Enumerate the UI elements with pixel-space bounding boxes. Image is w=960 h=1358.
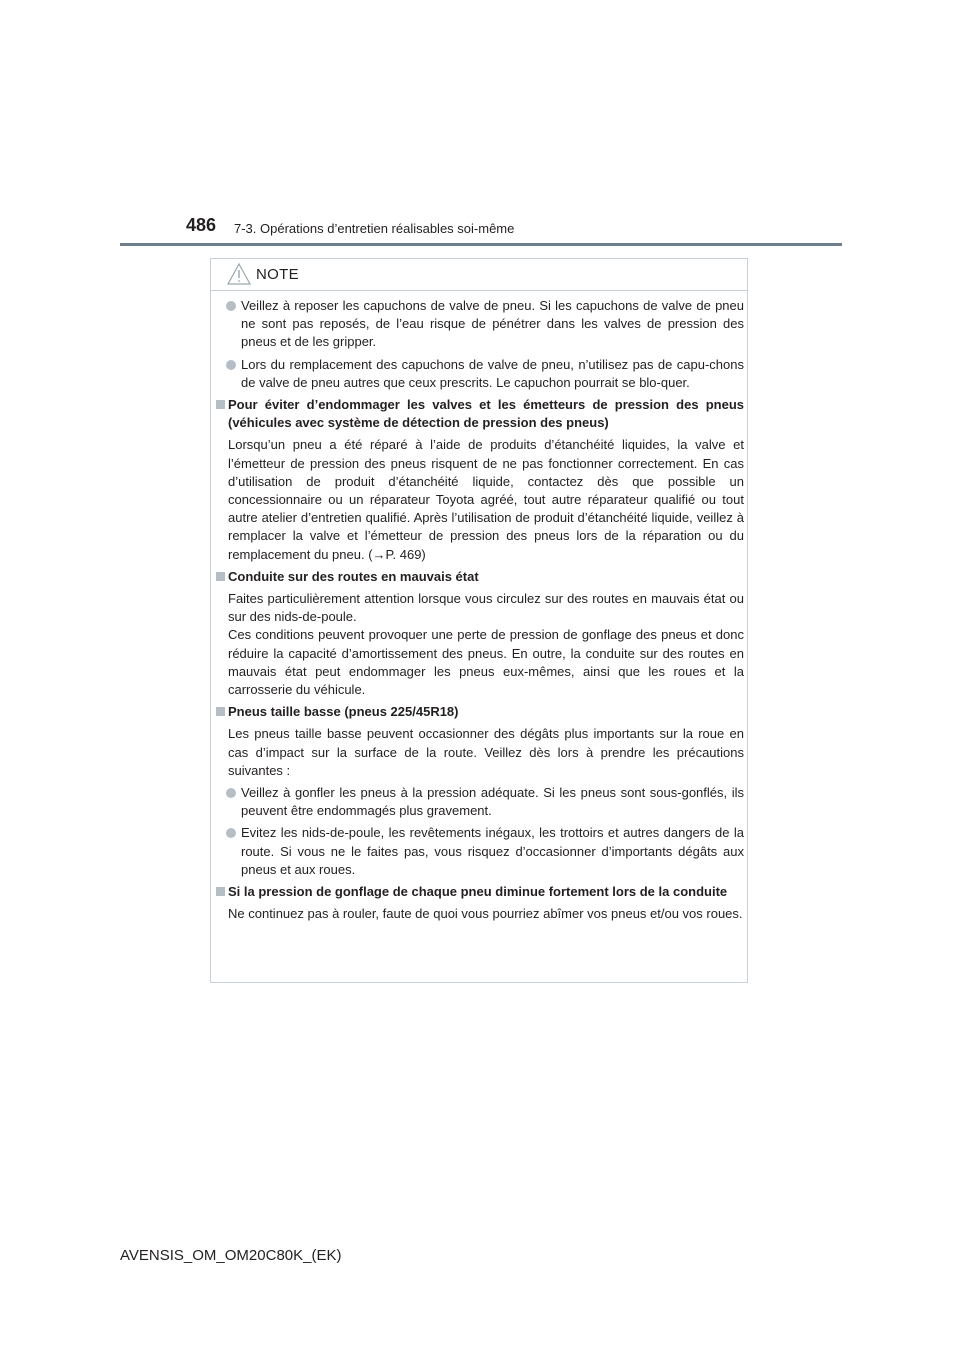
list-item: Lors du remplacement des capuchons de valve de pneu, n’utilisez pas de capu-chons de valve de pneu autres que ceux prescrits. Le capuchon pourrait se blo-quer.	[214, 356, 744, 392]
page-number: 486	[186, 215, 217, 235]
section-heading: Conduite sur des routes en mauvais état	[214, 568, 744, 586]
section-title: 7-3. Opérations d’entretien réalisables soi-même	[234, 221, 515, 236]
bullet-dot-icon	[226, 828, 236, 838]
note-divider	[211, 290, 747, 291]
bullet-dot-icon	[226, 301, 236, 311]
section-text: Lorsqu’un pneu a été réparé à l’aide de produits d’étanchéité liquides, la valve et l’émetteur de pression des pneus risquent de ne pas fonctionner correctement. En cas d’utilisation de produit d’étanchéité liquide, contactez dès que possible un concessionnaire ou un réparateur Toyota agréé, tout autre réparateur qualifié ou tout autre atelier d’entretien qualifié. Après l’utilisation de produit d’étanchéité liquide, veillez à remplacer la valve et l’émetteur de pression des pneus lors de la réparation ou du remplacement du pneu. (→P. 469)	[228, 437, 744, 562]
list-item: Evitez les nids-de-poule, les revêtements inégaux, les trottoirs et autres dangers de la route. Si vous ne le faites pas, vous risquez d’occasionner d’importants dégâts aux pneus et aux roues.	[214, 824, 744, 879]
list-item: Veillez à gonfler les pneus à la pression adéquate. Si les pneus sont sous-gonflés, ils peuvent être endommagés plus gravement.	[214, 784, 744, 820]
bullet-dot-icon	[226, 360, 236, 370]
section-heading: Pour éviter d’endommager les valves et les émetteurs de pression des pneus (véhicules avec système de détection de pression des pneus)	[214, 396, 744, 432]
square-bullet-icon	[216, 400, 225, 409]
document-code: AVENSIS_OM_OM20C80K_(EK)	[120, 1247, 342, 1264]
section-text: Les pneus taille basse peuvent occasionner des dégâts plus importants sur la roue en cas d’impact sur la surface de la route. Veillez dès lors à prendre les précautions suivantes :	[228, 726, 744, 778]
note-content	[214, 297, 744, 928]
header-rule	[120, 243, 842, 246]
note-label: NOTE	[256, 265, 299, 283]
section-text: Ne continuez pas à rouler, faute de quoi vous pourriez abîmer vos pneus et/ou vos roues.	[228, 906, 743, 922]
square-bullet-icon	[216, 707, 225, 716]
square-bullet-icon	[216, 572, 225, 581]
list-item: Veillez à reposer les capuchons de valve de pneu. Si les capuchons de valve de pneu ne sont pas reposés, de l’eau risque de pénétrer dans les valves de pression des pneus et de les gripper.	[214, 297, 744, 352]
bullet-dot-icon	[226, 788, 236, 798]
section-text: Faites particulièrement attention lorsque vous circulez sur des routes en mauvais état ou sur des nids-de-poule. Ces conditions peuvent provoquer une perte de pression de gonflage des pneus et donc réduire la capacité d’amortissement des pneus. En outre, la conduite sur des routes en mauvais état peut endommager les pneus eux-mêmes, ainsi que les roues et la carrosserie du véhicule.	[228, 591, 744, 698]
section-heading: Pneus taille basse (pneus 225/45R18)	[214, 703, 744, 721]
warning-triangle-icon	[226, 262, 252, 286]
note-header	[226, 260, 299, 288]
section-heading: Si la pression de gonflage de chaque pneu diminue fortement lors de la conduite	[214, 883, 744, 901]
square-bullet-icon	[216, 887, 225, 896]
